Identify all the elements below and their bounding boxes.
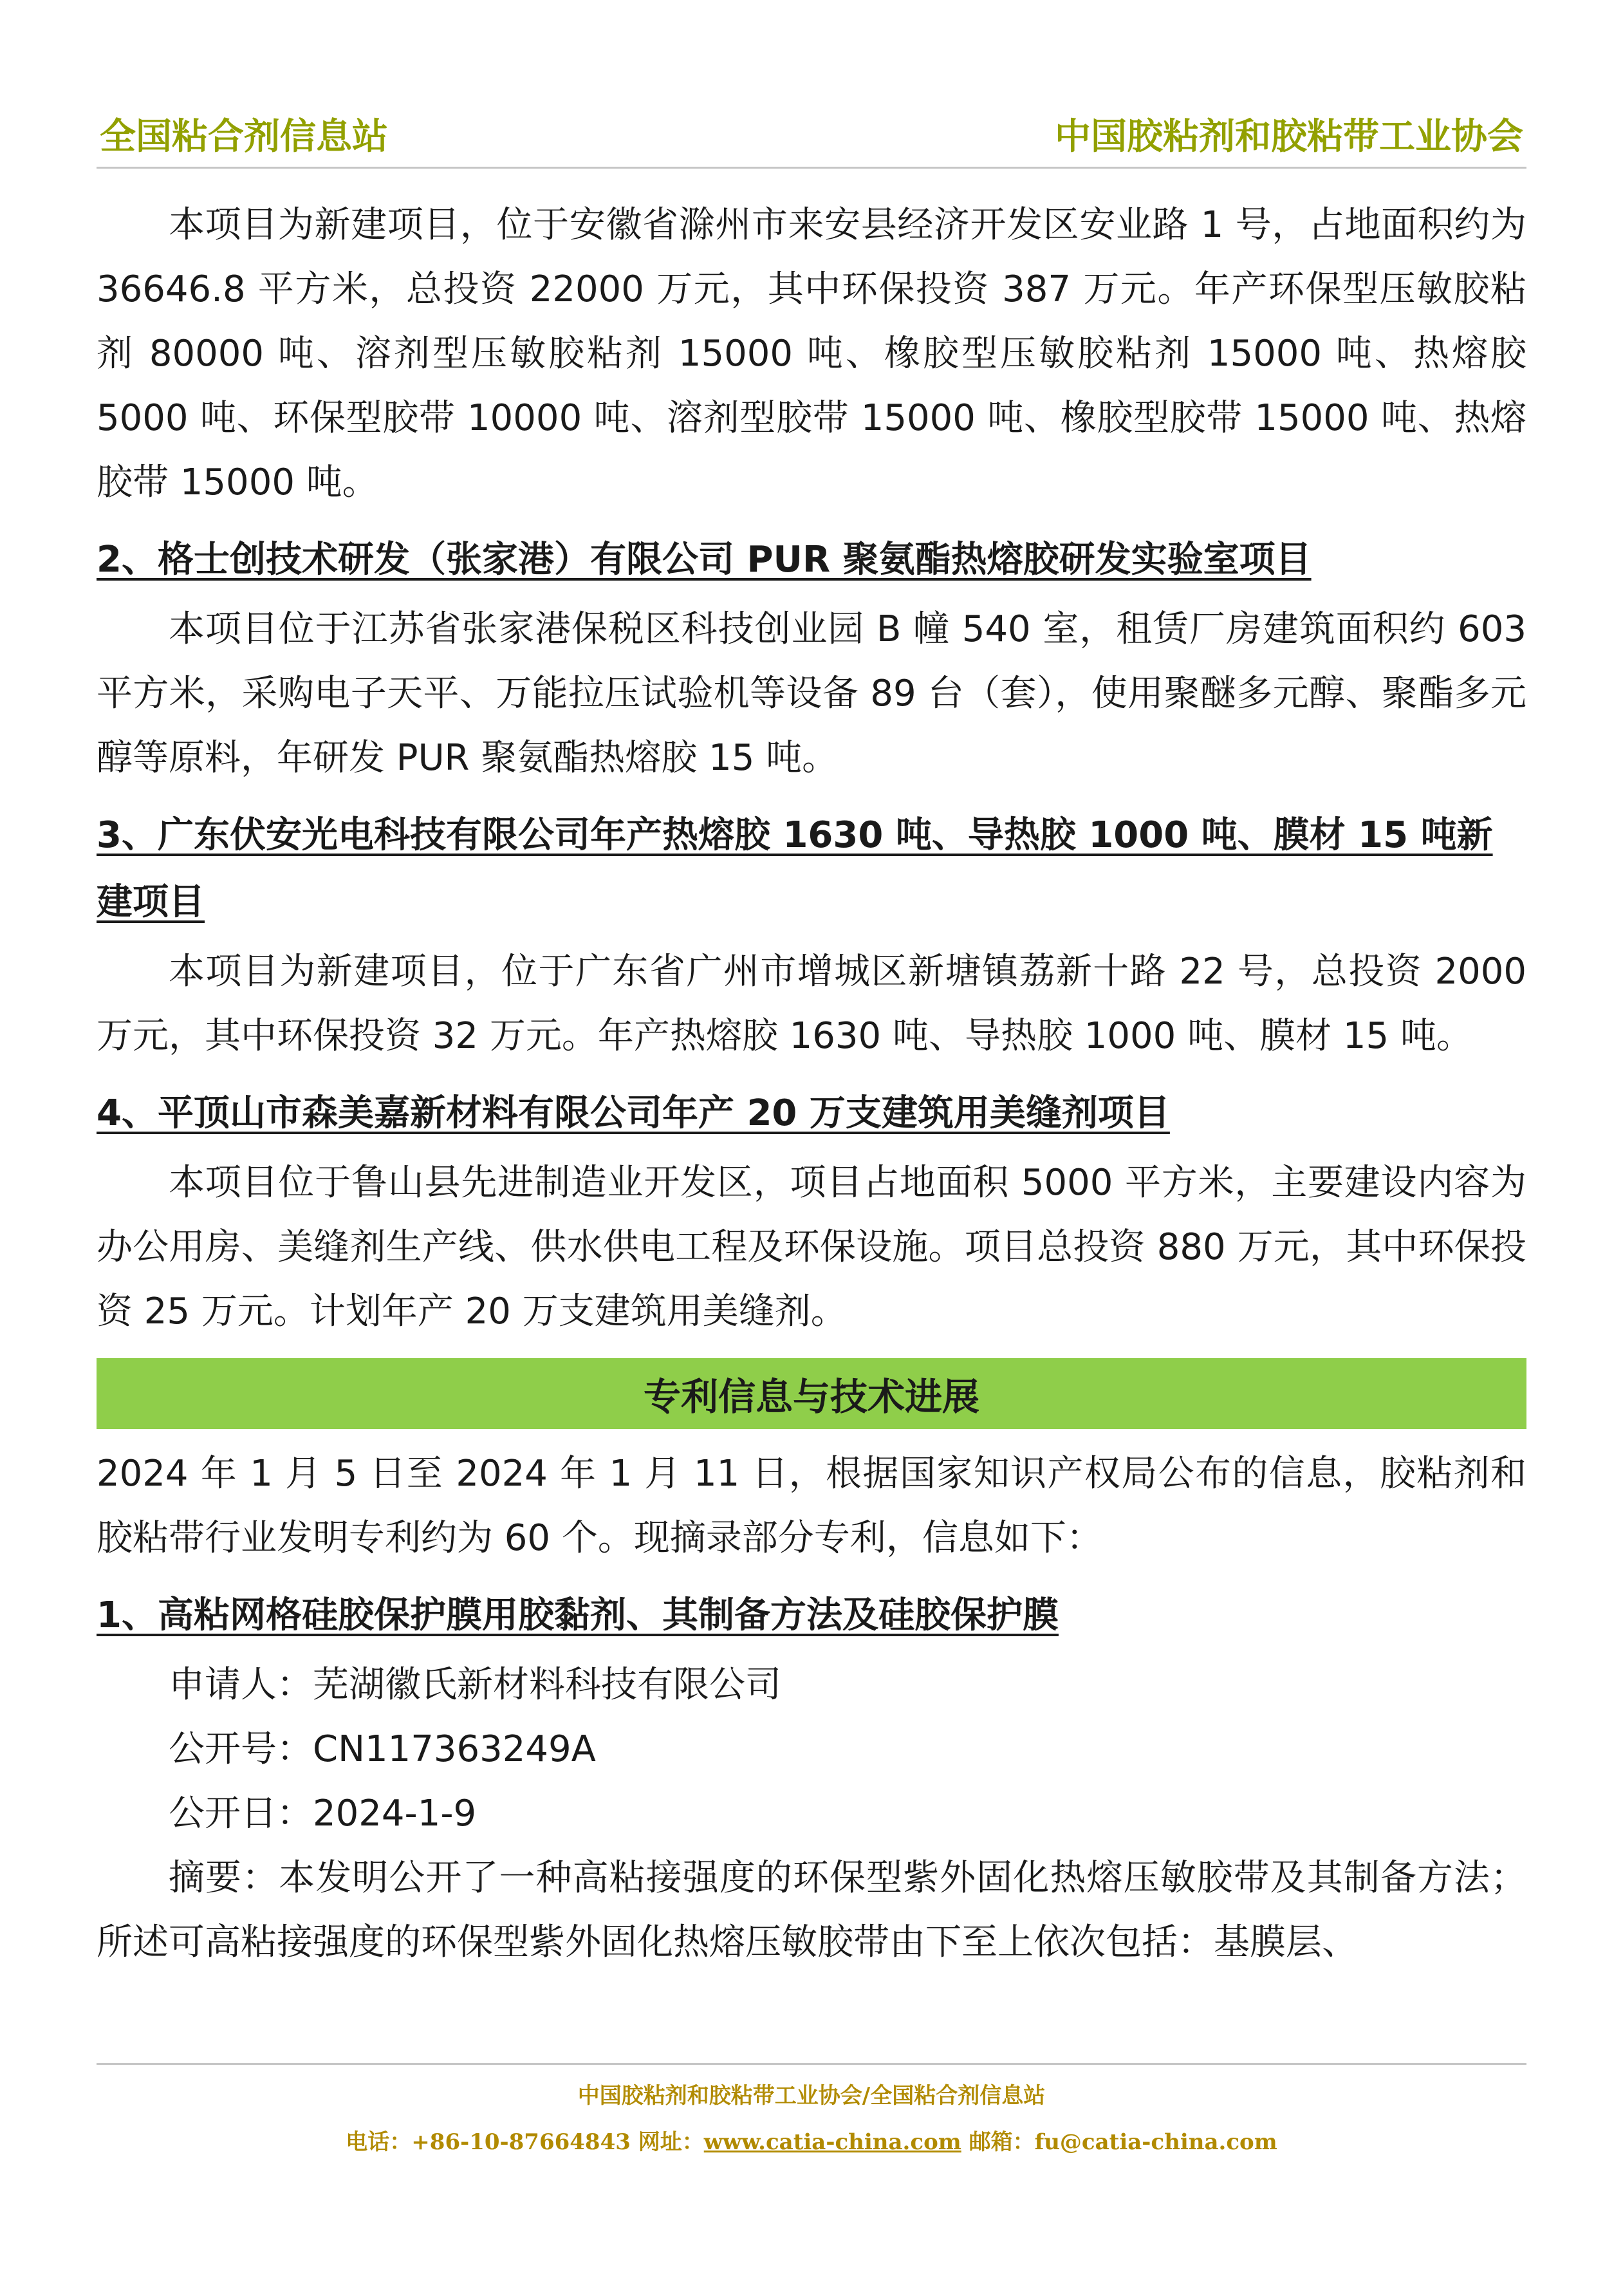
patent-publication-date: 公开日：2024-1-9 (169, 1793, 477, 1834)
page-content (97, 193, 1526, 1975)
patent-publication-number: 公开号：CN117363249A (169, 1728, 596, 1770)
project-3-title: 3、广东伏安光电科技有限公司年产热熔胶 1630 吨、导热胶 1000 吨、膜材 15 吨新建项目 (97, 814, 1493, 923)
footer-contact (0, 2124, 1623, 2156)
patent-applicant: 申请人：芜湖徽氏新材料科技有限公司 (169, 1664, 781, 1706)
project-4-description: 本项目位于鲁山县先进制造业开发区，项目占地面积 5000 平方米，主要建设内容为办公用房、美缝剂生产线、供水供电工程及环保设施。项目总投资 880 万元，其中环保投资 25 万元。计划年产 20 万支建筑用美缝剂。 (97, 1162, 1526, 1332)
page-header (97, 111, 1526, 169)
footer-organization: 中国胶粘剂和胶粘带工业协会/全国粘合剂信息站 (577, 2083, 1046, 2109)
header-divider (97, 167, 1526, 169)
patent-intro: 2024 年 1 月 5 日至 2024 年 1 月 11 日，根据国家知识产权局公布的信息，胶粘剂和胶粘带行业发明专利约为 60 个。现摘录部分专利，信息如下： (97, 1453, 1526, 1559)
project-4-title: 4、平顶山市森美嘉新材料有限公司年产 20 万支建筑用美缝剂项目 (97, 1092, 1170, 1134)
section-title: 专利信息与技术进展 (643, 1375, 979, 1419)
project-3-description: 本项目为新建项目，位于广东省广州市增城区新塘镇荔新十路 22 号，总投资 2000 万元，其中环保投资 32 万元。年产热熔胶 1630 吨、导热胶 1000 吨、膜材 15 吨。 (97, 951, 1526, 1057)
project-1-description: 本项目为新建项目，位于安徽省滁州市来安县经济开发区安业路 1 号，占地面积约为 36646.8 平方米，总投资 22000 万元，其中环保投资 387 万元。年产环保型压敏胶粘剂 80000 吨、溶剂型压敏胶粘剂 15000 吨、橡胶型压敏胶粘剂 15000 吨、热熔胶 5000 吨、环保型胶带 10000 吨、溶剂型胶带 15000 吨、橡胶型胶带 15000 吨、热熔胶带 15000 吨。 (97, 204, 1526, 503)
footer-email: 邮箱：fu@catia-china.com (961, 2129, 1277, 2155)
header-site-name: 全国粘合剂信息站 (100, 115, 388, 158)
header-association-name: 中国胶粘剂和胶粘带工业协会 (1055, 115, 1523, 158)
patent-1-title: 1、高粘网格硅胶保护膜用胶黏剂、其制备方法及硅胶保护膜 (97, 1594, 1059, 1636)
footer-phone: 电话：+86-10-87664843 网址： (346, 2129, 704, 2155)
patent-abstract: 摘要：本发明公开了一种高粘接强度的环保型紫外固化热熔压敏胶带及其制备方法；所述可高粘接强度的环保型紫外固化热熔压敏胶带由下至上依次包括：基膜层、 (97, 1857, 1526, 1963)
section-heading-bar (97, 1358, 1526, 1429)
project-2-title: 2、格士创技术研发（张家港）有限公司 PUR 聚氨酯热熔胶研发实验室项目 (97, 539, 1312, 581)
footer-website-link[interactable]: www.catia-china.com (703, 2129, 961, 2155)
footer-divider (97, 2063, 1526, 2065)
project-2-description: 本项目位于江苏省张家港保税区科技创业园 B 幢 540 室，租赁厂房建筑面积约 603 平方米，采购电子天平、万能拉压试验机等设备 89 台（套），使用聚醚多元醇、聚酯多元醇等原料，年研发 PUR 聚氨酯热熔胶 15 吨。 (97, 608, 1526, 779)
